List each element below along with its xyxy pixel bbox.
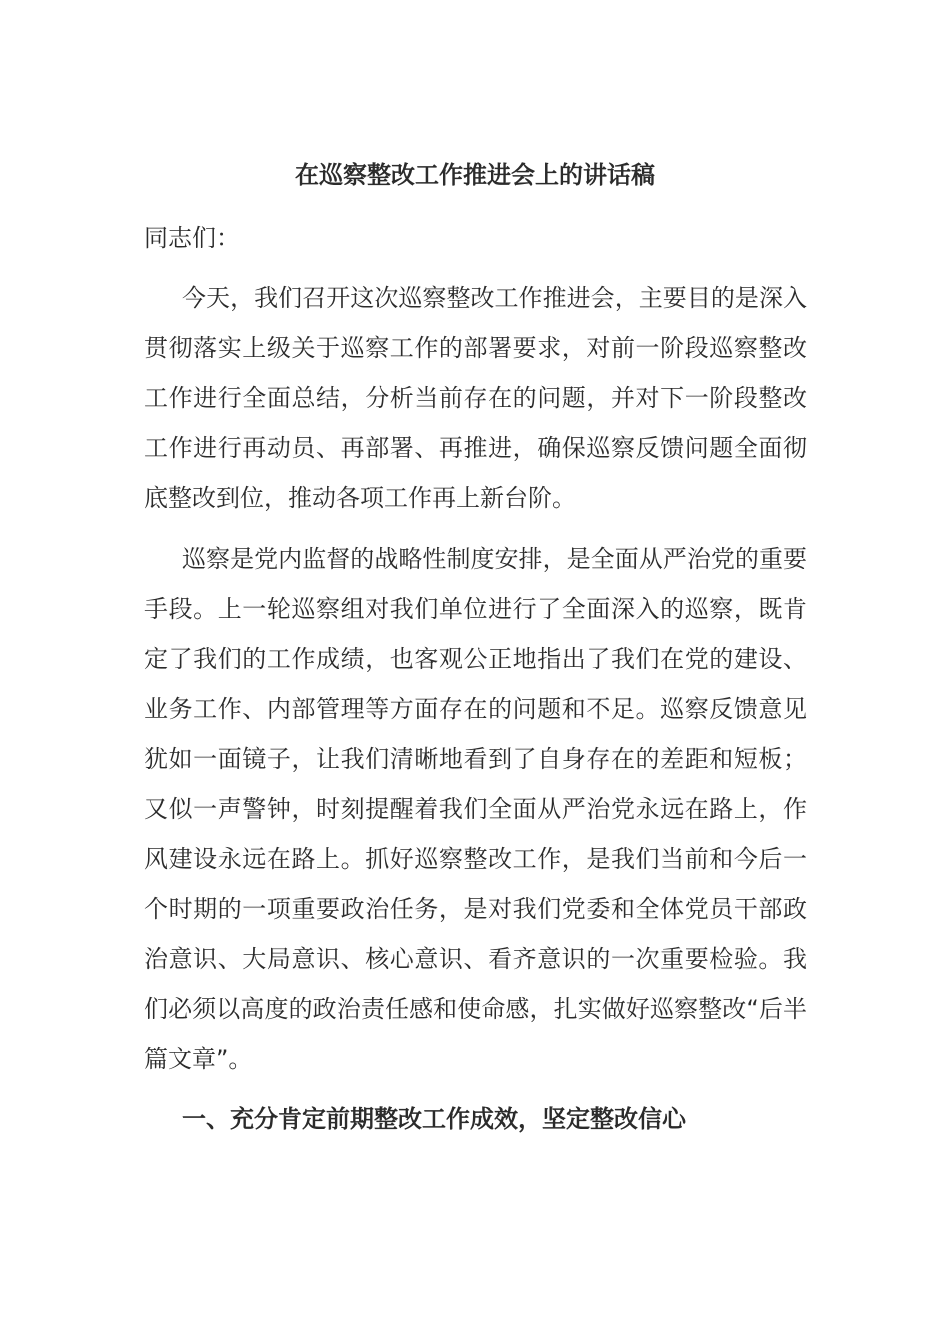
greeting-text: 同志们： <box>144 224 240 252</box>
section-heading: 一、充分肯定前期整改工作成效，坚定整改信心 <box>182 1105 686 1133</box>
paragraph-inspection: 巡察是党内监督的战略性制度安排，是全面从严治党的重要手段。上一轮巡察组对我们单位进行了全面深入的巡察，既肯定了我们的工作成绩，也客观公正地指出了我们在党的建设、业务工作、内部管理等方面存在的问题和不足。巡察反馈意见犹如一面镜子，让我们清晰地看到了自身存在的差距和短板；又似一声警钟，时刻提醒着我们全面从严治党永远在路上，作风建设永远在路上。抓好巡察整改工作，是我们当前和今后一个时期的一项重要政治任务，是对我们党委和全体党员干部政治意识、大局意识、核心意识、看齐意识的一次重要检验。我们必须以高度的政治责任感和使命感，扎实做好巡察整改“后半篇文章”。 <box>144 545 807 1073</box>
paragraph-intro: 今天，我们召开这次巡察整改工作推进会，主要目的是深入贯彻落实上级关于巡察工作的部署要求，对前一阶段巡察整改工作进行全面总结，分析当前存在的问题，并对下一阶段整改工作进行再动员、再部署、再推进，确保巡察反馈问题全面彻底整改到位，推动各项工作再上新台阶。 <box>144 284 807 512</box>
document-title: 在巡察整改工作推进会上的讲话稿 <box>295 161 655 189</box>
